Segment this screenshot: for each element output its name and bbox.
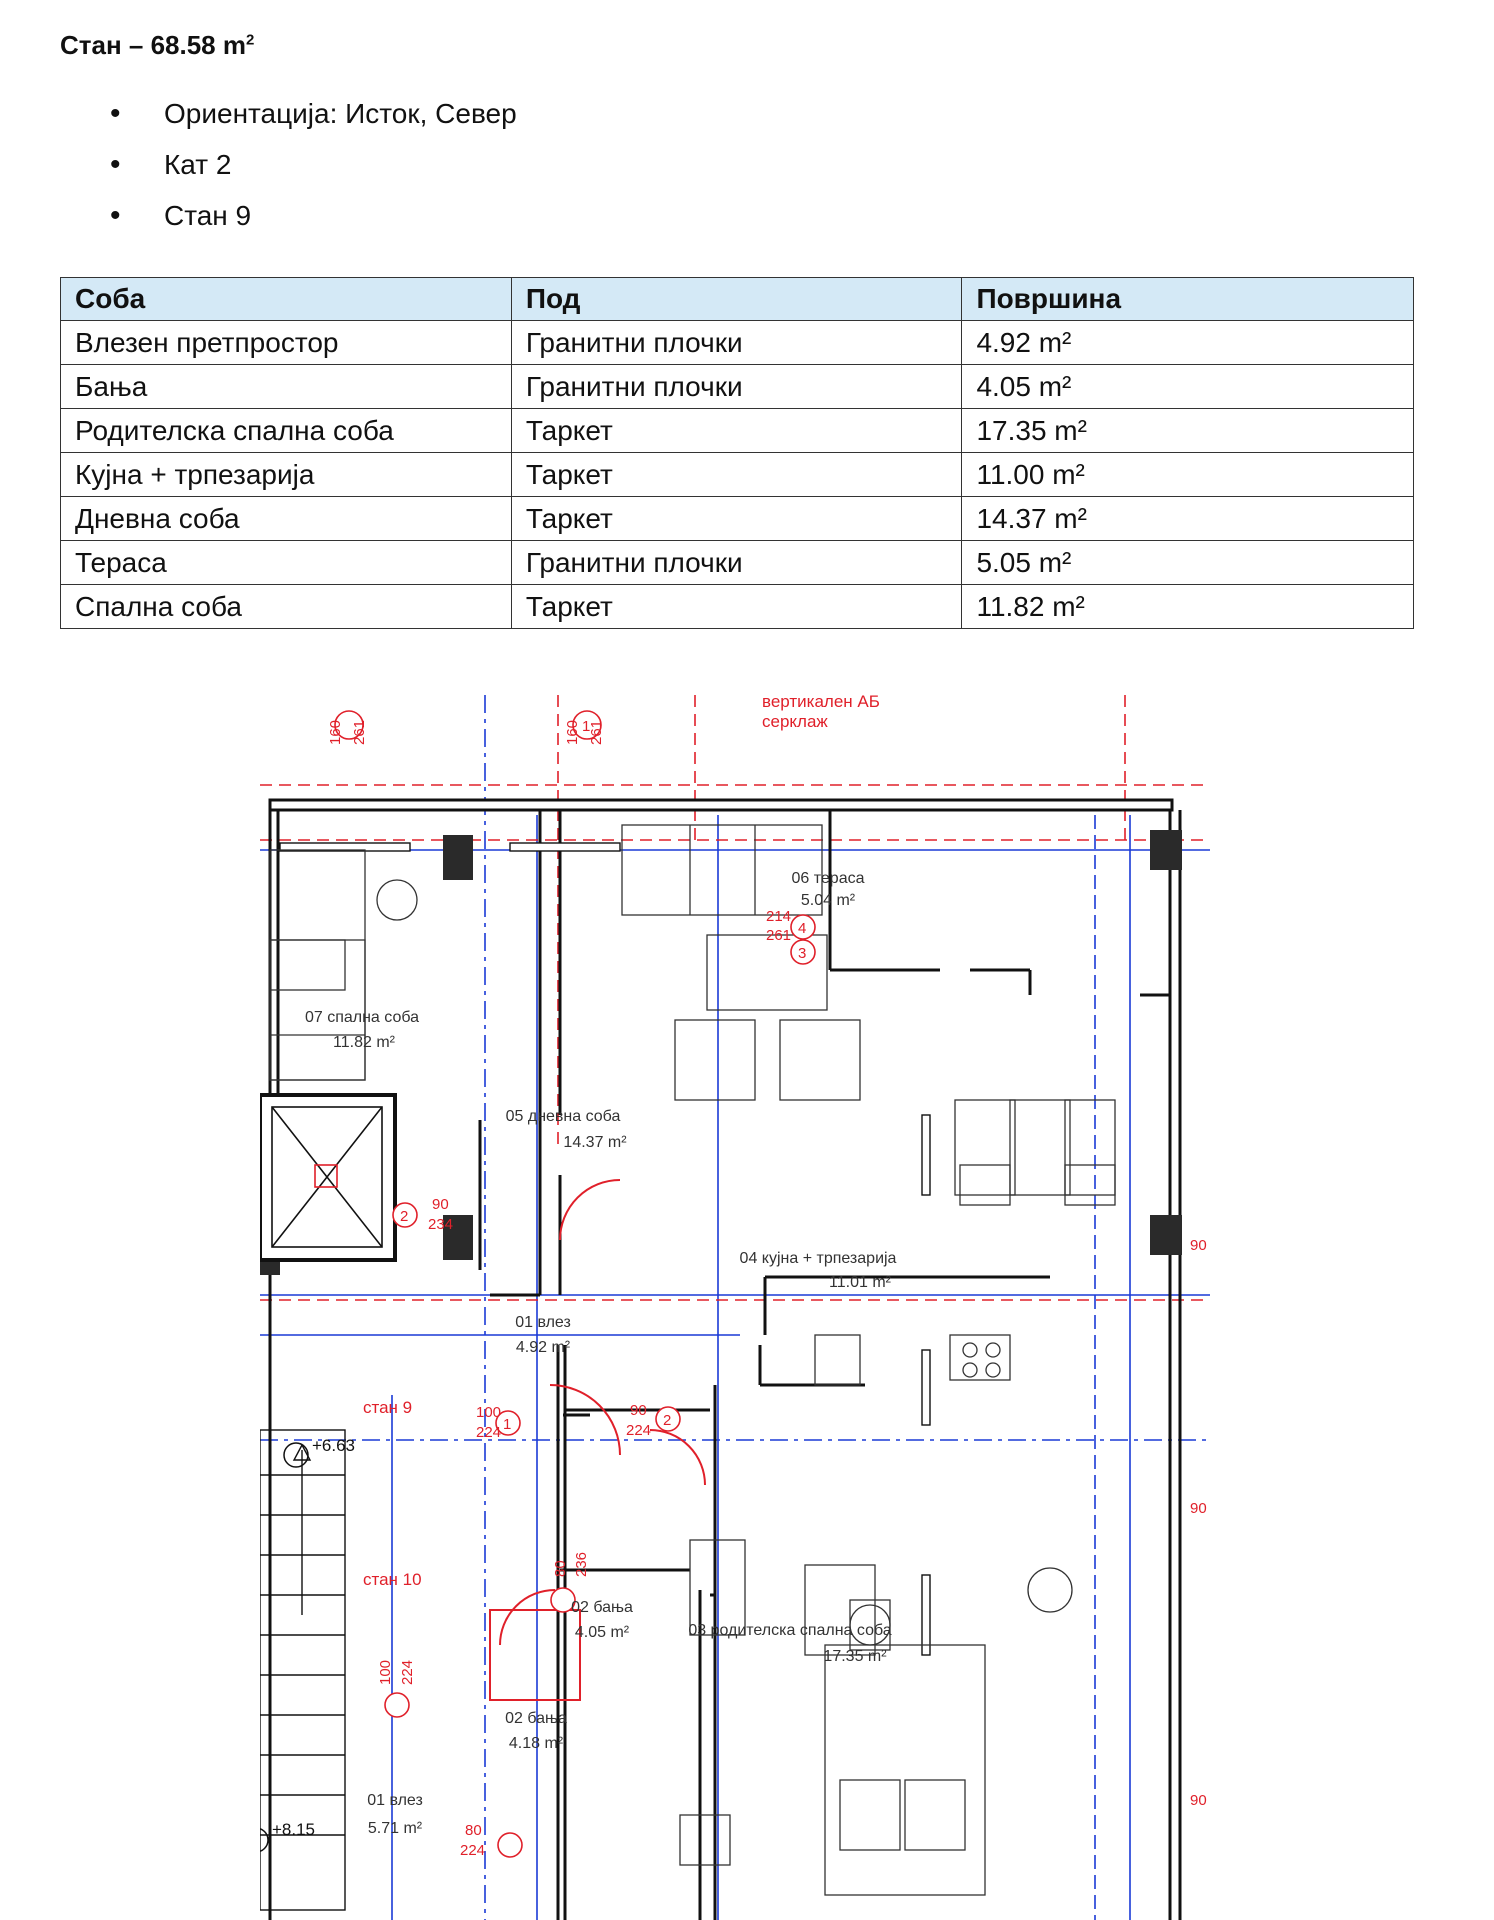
dimension-text: 90	[1190, 1500, 1207, 1517]
dimension-text: 224	[626, 1422, 652, 1439]
table-cell: 4.92 m²	[962, 321, 1414, 365]
room-area: 4.18 m²	[508, 1735, 564, 1752]
table-cell: Родителска спална соба	[61, 409, 512, 453]
axis-lines	[260, 695, 1210, 1920]
column-header: Под	[511, 278, 962, 321]
marker-number: 1	[582, 718, 591, 735]
table-row	[61, 365, 1414, 409]
list-item: • Стан 9	[60, 202, 517, 253]
table-cell: Гранитни плочки	[511, 365, 962, 409]
rooms-table	[60, 277, 1414, 629]
dimension-marker	[498, 1833, 522, 1857]
room-name: 02 бања	[505, 1710, 567, 1727]
level-label: +6.63	[312, 1436, 356, 1455]
room-name: 01 влез	[515, 1314, 571, 1331]
dimension-text: 234	[428, 1216, 454, 1233]
marker-number: 4	[798, 920, 807, 937]
room-area: 14.37 m²	[563, 1134, 627, 1151]
room-name: 06 тераса	[791, 870, 865, 887]
dimension-text: 261	[766, 927, 792, 944]
room-area: 11.82 m²	[333, 1034, 395, 1051]
room-area: 11.01 m²	[829, 1274, 891, 1291]
table-cell: 4.05 m²	[962, 365, 1414, 409]
room-area: 5.71 m²	[367, 1820, 423, 1837]
table-cell: 11.82 m²	[962, 585, 1414, 629]
table-cell: Кујна + трпезарија	[61, 453, 512, 497]
marker-number: 2	[400, 1208, 409, 1225]
dimension-text: 224	[399, 1659, 416, 1685]
walls	[270, 800, 1180, 1920]
list-item: • Кат 2	[60, 151, 517, 202]
column-header: Соба	[61, 278, 512, 321]
table-cell: 14.37 m²	[962, 497, 1414, 541]
table-cell: Спална соба	[61, 585, 512, 629]
room-name: 07 спална соба	[304, 1009, 420, 1026]
table-cell: Таркет	[511, 497, 962, 541]
table-cell: Таркет	[511, 409, 962, 453]
table-cell: 11.00 m²	[962, 453, 1414, 497]
apartment-details-list	[60, 100, 517, 253]
table-row	[61, 409, 1414, 453]
table-row	[61, 541, 1414, 585]
level-markers	[260, 1436, 355, 1852]
table-row	[61, 321, 1414, 365]
table-cell: Гранитни плочки	[511, 321, 962, 365]
table-cell: 17.35 m²	[962, 409, 1414, 453]
furniture	[270, 825, 1115, 1895]
list-item: • Ориентација: Исток, Север	[60, 100, 517, 151]
room-area: 17.35 m²	[823, 1648, 887, 1665]
dimension-text: 90	[1190, 1237, 1207, 1254]
elevator-shaft	[260, 1095, 395, 1260]
room-name: 05 дневна соба	[505, 1108, 621, 1125]
dimension-text: 90	[1190, 1792, 1207, 1809]
dimension-text: 224	[476, 1424, 502, 1441]
marker-number: 3	[798, 945, 807, 962]
table-header-row	[61, 278, 1414, 321]
room-area: 5.04 m²	[800, 892, 856, 909]
table-cell: 5.05 m²	[962, 541, 1414, 585]
table-row	[61, 585, 1414, 629]
table-cell: Таркет	[511, 585, 962, 629]
dimension-texts	[327, 718, 1207, 1859]
room-labels	[305, 870, 897, 1837]
dimension-text: 80	[465, 1822, 482, 1839]
apartment-10-label: стан 10	[363, 1570, 422, 1589]
structural-note: вертикален АБ	[762, 695, 880, 711]
room-name: 02 бања	[571, 1599, 633, 1616]
room-name: 01 влез	[367, 1792, 423, 1809]
dimension-text: 80	[552, 1560, 569, 1577]
apartment-9-label: стан 9	[363, 1398, 413, 1417]
table-cell: Гранитни плочки	[511, 541, 962, 585]
table-cell: Дневна соба	[61, 497, 512, 541]
room-area: 4.92 m²	[515, 1339, 571, 1356]
dimension-text: 236	[573, 1551, 590, 1577]
dimension-text: 100	[476, 1404, 502, 1421]
dimension-text: 160	[327, 719, 344, 745]
floor-plan	[260, 695, 1210, 1920]
apartment-title: Стан – 68.58 $m^2$	[60, 30, 255, 60]
table-cell: Влезен претпростор	[61, 321, 512, 365]
structural-note: серклаж	[762, 712, 828, 731]
table-row	[61, 453, 1414, 497]
dimension-text: 160	[564, 719, 581, 745]
marker-number: 2	[663, 1412, 672, 1429]
dimension-text: 224	[460, 1842, 486, 1859]
dimension-text: 261	[351, 719, 368, 745]
dimension-text: 214	[766, 908, 792, 925]
table-cell: Тераса	[61, 541, 512, 585]
marker-number: 1	[503, 1416, 512, 1433]
room-name: 03 родителска спална соба	[688, 1622, 892, 1639]
table-cell: Бања	[61, 365, 512, 409]
dimension-text: 261	[588, 719, 605, 745]
room-area: 4.05 m²	[574, 1624, 630, 1641]
table-cell: Таркет	[511, 453, 962, 497]
column-header: Површина	[962, 278, 1414, 321]
dimension-text: 100	[377, 1659, 394, 1685]
dimension-text: 90	[432, 1196, 449, 1213]
dimension-marker	[385, 1693, 409, 1717]
room-name: 04 кујна + трпезарија	[739, 1250, 897, 1267]
table-row	[61, 497, 1414, 541]
dimension-text: 90	[630, 1402, 647, 1419]
level-label: +8.15	[272, 1820, 316, 1839]
